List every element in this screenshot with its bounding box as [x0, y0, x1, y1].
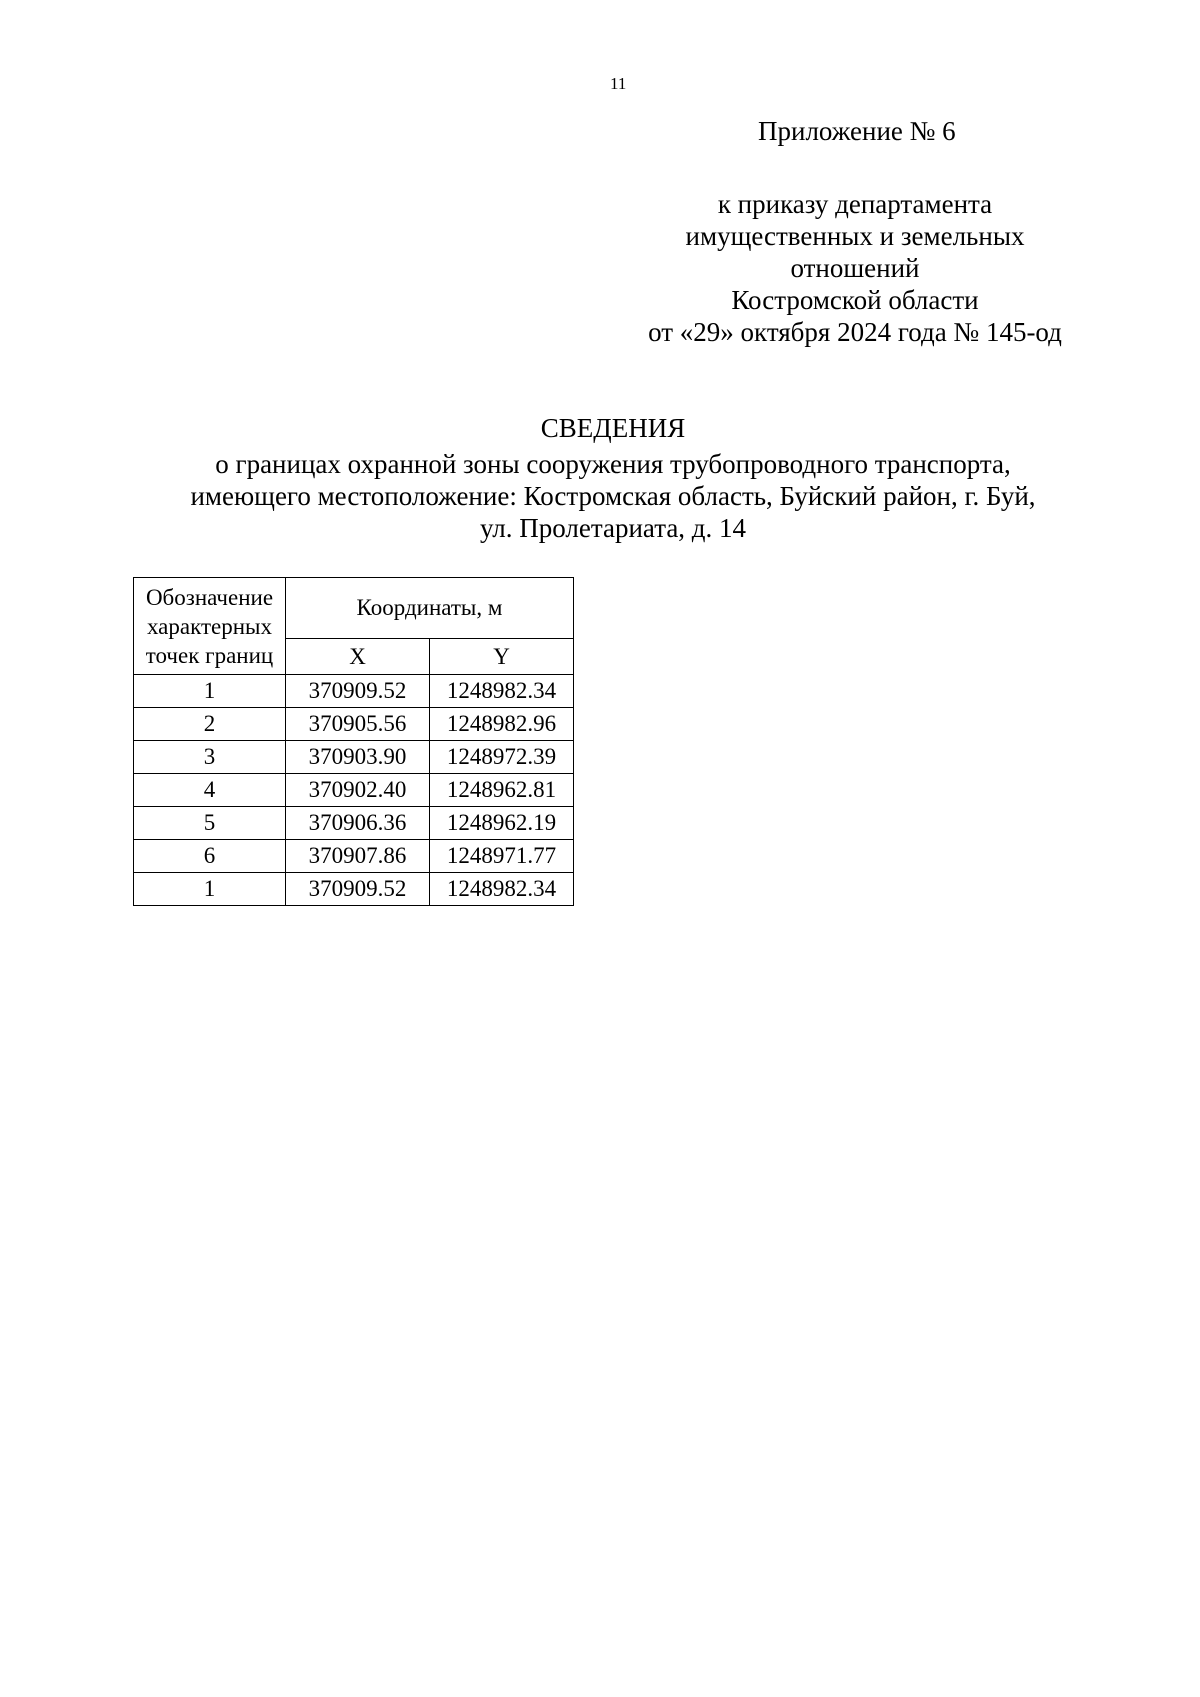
- y-cell: 1248962.81: [430, 774, 574, 807]
- coordinates-header: Координаты, м: [286, 578, 574, 639]
- point-cell: 1: [134, 873, 286, 906]
- x-cell: 370907.86: [286, 840, 430, 873]
- order-ref-line: отношений: [790, 253, 920, 283]
- table-row: [134, 840, 574, 873]
- order-ref-line: Костромской области: [731, 285, 979, 315]
- table-row: [134, 708, 574, 741]
- point-cell: 2: [134, 708, 286, 741]
- y-cell: 1248971.77: [430, 840, 574, 873]
- y-header: Y: [430, 639, 574, 675]
- table-row: [134, 873, 574, 906]
- point-label-header: [134, 578, 286, 675]
- table-row: [134, 741, 574, 774]
- y-cell: 1248982.96: [430, 708, 574, 741]
- x-cell: 370903.90: [286, 741, 430, 774]
- y-cell: 1248982.34: [430, 675, 574, 708]
- coordinates-table: [133, 577, 574, 906]
- point-cell: 6: [134, 840, 286, 873]
- x-cell: 370906.36: [286, 807, 430, 840]
- subtitle-line: имеющего местоположение: Костромская область, Буйский район, г. Буй,: [190, 481, 1036, 511]
- x-cell: 370902.40: [286, 774, 430, 807]
- y-cell: 1248982.34: [430, 873, 574, 906]
- document-subtitle: [120, 448, 1106, 544]
- point-label-header-line: характерных: [146, 613, 272, 639]
- table-row: [134, 675, 574, 708]
- table-row: [134, 807, 574, 840]
- table-row: [134, 774, 574, 807]
- x-cell: 370905.56: [286, 708, 430, 741]
- subtitle-line: ул. Пролетариата, д. 14: [479, 513, 747, 543]
- x-cell: 370909.52: [286, 675, 430, 708]
- order-ref-line: имущественных и земельных: [685, 221, 1025, 251]
- subtitle-line: о границах охранной зоны сооружения трубопроводного транспорта,: [215, 449, 1011, 479]
- y-cell: 1248972.39: [430, 741, 574, 774]
- appendix-title: Приложение № 6: [758, 116, 956, 146]
- point-cell: 1: [134, 675, 286, 708]
- y-cell: 1248962.19: [430, 807, 574, 840]
- order-ref-line: от «29» октября 2024 года № 145-од: [648, 317, 1062, 347]
- x-cell: 370909.52: [286, 873, 430, 906]
- point-cell: 5: [134, 807, 286, 840]
- point-label-header-line: Обозначение: [145, 584, 274, 610]
- order-ref-line: к приказу департамента: [717, 189, 993, 219]
- point-label-header-line: точек границ: [145, 642, 274, 668]
- document-title: СВЕДЕНИЯ: [540, 413, 686, 443]
- point-cell: 3: [134, 741, 286, 774]
- page-number: 11: [610, 74, 627, 93]
- point-cell: 4: [134, 774, 286, 807]
- order-reference: [590, 188, 1120, 348]
- x-header: X: [286, 639, 430, 675]
- table-header-row: [134, 578, 574, 639]
